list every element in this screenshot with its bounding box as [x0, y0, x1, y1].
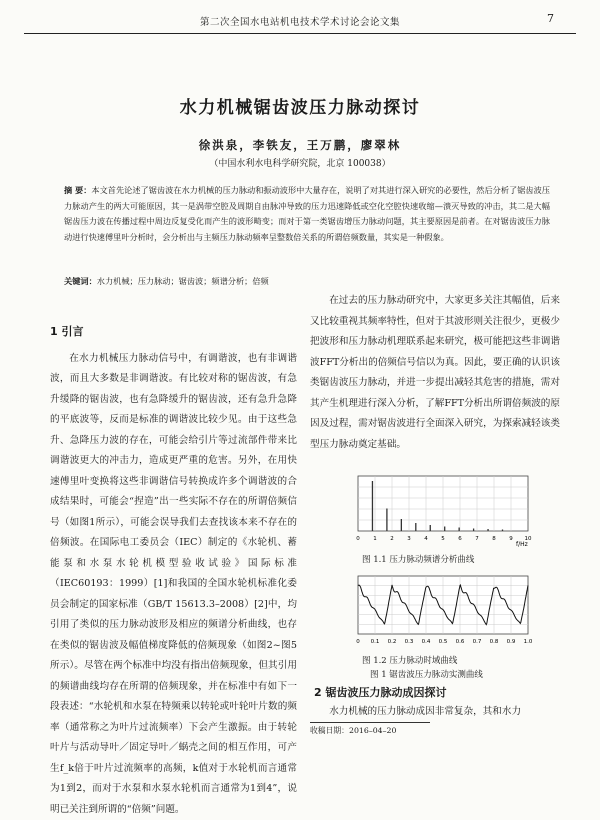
x-tick-label: 7: [475, 536, 479, 542]
x-tick-label: 10: [525, 536, 532, 542]
section-2-heading: 2 锯齿波压力脉动成因探讨: [314, 684, 446, 700]
header-rule: [24, 33, 576, 34]
abstract-text: 本文首先论述了锯齿波在水力机械的压力脉动和振动波形中大量存在，说明了对其进行深入研究的必要性，然后分析了锯齿波压力脉动产生的两大可能原因，其一是涡带空腔及周期自由脉冲导致的压力迅速降低或空化空腔快速收缩—溃灭导致的冲击，其二是大幅锯齿压力波在传播过程中周边反复受化而产生的波形畸变；而对于第一类锯齿增压力脉动问题，其主要原因是前者。在对锯齿波压力脉动进行快速傅里叶分析时，会分析出与主频压力脉动频率呈整数倍关系的所谓倍频数量，其实是一种假象。: [64, 185, 550, 242]
figure-1-caption: 图 1 锯齿波压力脉动实测曲线: [370, 668, 483, 680]
paper-title: 水力机械锯齿波压力脉动探讨: [0, 93, 600, 118]
footnote: [310, 724, 565, 737]
x-tick-label: 0.6: [456, 639, 465, 645]
x-tick-label: 0.5: [439, 639, 448, 645]
x-tick-label: 3: [407, 536, 411, 542]
x-tick-label: 1.0: [524, 639, 533, 645]
section-1-heading: 1 引言: [50, 322, 297, 343]
x-tick-label: 1: [373, 536, 377, 542]
x-tick-label: 2: [390, 536, 394, 542]
x-tick-label: 6: [458, 536, 462, 542]
keywords-label: 关键词：: [64, 276, 97, 286]
x-axis-label: f/Hz: [516, 541, 528, 548]
x-tick-label: 0.3: [405, 639, 414, 645]
section-1-paragraph: 在水力机械压力脉动信号中，有调谐波，也有非调谐波，而且大多数是非调谐波。有比较对称的锯齿波，有急升缓降的锯齿波，也有急降缓升的锯齿波，还有急升急降的平底波等，反而是标准的调谐波比较少见。由于这些急升、急降压力波的存在，可能会给引片等过流部件带来比调谐波更大的冲击力，造成更严重的危害。另外，在用快速傅里叶变换将这些非调谐信号转换成许多个调谐波的合成结果时，可能会“捏造”出一些实际不存在的所谓倍频信号（如图1所示），可能会误导我们去查找该本来不存在的倍频波。在国际电工委员会（IEC）制定的《水轮机、蓄能泵和水泵水轮机模型验收试验》国际标准（IEC60193：1999）[1]和我国的全国水轮机标准化委员会制定的国家标准（GB/T 15613.3–2008）[2]中，均引用了类似的压力脉动波形及相应的频谱分析曲线，也存在类似的锯齿波及幅值梯度降低的倍频现象（如图2~图5所示）。尽管在两个标准中均没有指出倍频现象，但其引用的频谱曲线均存在所谓的倍频现象，并在标准中有如下一段表述：“水轮机和水泵在特频乘以转轮或叶轮叶片数的频率（通常称之为叶片过流频率）下会产生激振。由于转轮叶片与活动导叶／固定导叶／蜗壳之间的相互作用，可产生f_k倍于叶片过流频率的高频，k值对于水轮机而言通常为1到2，而对于水泵和水泵水轮机而言通常为1到4”，说明已关注到所谓的“倍频”问题。: [50, 349, 297, 820]
x-tick-label: 0.1: [371, 639, 380, 645]
abstract: [64, 183, 550, 245]
figure-1-2-waveform-chart: [340, 572, 535, 652]
x-tick-label: 0.8: [490, 639, 499, 645]
page-number: 7: [547, 12, 554, 25]
x-tick-label: 8: [492, 536, 496, 542]
x-tick-label: 4: [424, 536, 428, 542]
x-tick-label: 0: [356, 536, 360, 542]
section-2-text: 水力机械的压力脉动成因非常复杂，其和水力: [310, 702, 565, 723]
left-column: [50, 322, 297, 820]
x-tick-label: 5: [441, 536, 445, 542]
x-tick-label: 0.4: [422, 639, 431, 645]
x-tick-label: 9: [509, 536, 513, 542]
figure-1-1-spectrum-chart: [340, 470, 535, 550]
abstract-label: 摘 要：: [64, 185, 91, 195]
keywords: [64, 276, 550, 287]
keywords-text: 水力机械；压力脉动；锯齿波；频谱分析；倍频: [97, 276, 269, 286]
x-tick-label: 0.2: [388, 639, 397, 645]
right-paragraph: 在过去的压力脉动研究中，大家更多关注其幅值，后来又比较重视其频率特性，但对于其波形则关注很少，更极少把波形和压力脉动机理联系起来研究，极可能把这些非调谐波FFT分析出的倍频信号信以为真。因此，要正确的认识该类锯齿波压力脉动，并进一步提出减轻其危害的措施，需对其产生机理进行深入分析，了解FFT分析出所谓倍频波的原因及过程，需对锯齿波进行全面深入研究，为探索减轻该类型压力脉动奠定基础。: [310, 291, 560, 455]
right-column-text: [310, 291, 560, 455]
received-date: 收稿日期：2016–04–20: [310, 724, 565, 737]
figure-1-1-caption: 图 1.1 压力脉动频谱分析曲线: [362, 553, 474, 565]
x-tick-label: 0.7: [473, 639, 482, 645]
paper-authors: 徐洪泉，李铁友，王万鹏，廖翠林: [0, 137, 600, 153]
x-tick-label: 0.9: [507, 639, 516, 645]
figure-1-2-caption: 图 1.2 压力脉动时域曲线: [362, 654, 457, 666]
x-tick-label: 0: [356, 639, 360, 645]
running-header: 第二次全国水电站机电技术学术讨论会论文集: [0, 14, 600, 28]
footnote-divider: [310, 722, 430, 723]
paper-affiliation: （中国水利水电科学研究院，北京 100038）: [0, 156, 600, 169]
